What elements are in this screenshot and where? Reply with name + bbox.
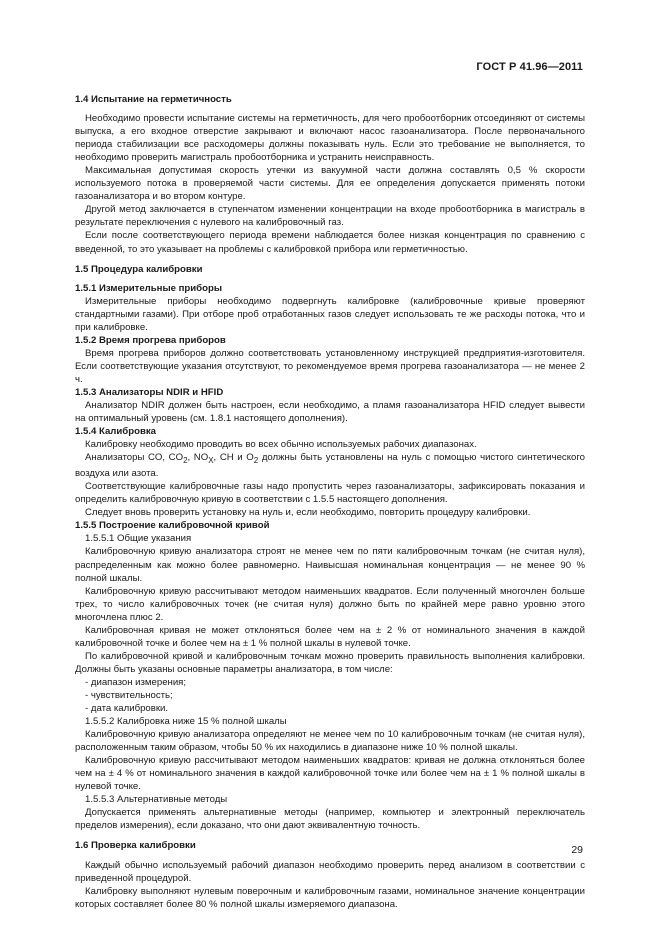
section-1-6-paragraph: Калибровку выполняют нулевым поверочным и калибровочным газами, номинальное значение концентрации которых составляет более 80 % полной шкалы измеряемого диапазона. xyxy=(75,885,585,910)
section-1-5-3-title: 1.5.3 Анализаторы NDIR и HFID xyxy=(75,386,224,398)
section-1-6-paragraph: Каждый обычно используемый рабочий диапазон необходимо проверить перед анализом в соответствии с приведенной процедурой. xyxy=(75,859,585,884)
section-1-5-4-paragraph: Следует вновь проверить установку на нуль и, если необходимо, повторить процедуру калибровки. xyxy=(85,507,531,519)
list-item: - чувствительность; xyxy=(85,689,173,701)
section-1-5-5-3-title: 1.5.5.3 Альтернативные методы xyxy=(85,794,228,806)
section-1-5-5-2-title: 1.5.5.2 Калибровка ниже 15 % полной шкалы xyxy=(85,716,287,728)
section-1-5-5-1-paragraph: Калибровочная кривая не может отклоняться более чем на ± 2 % от номинального значения в каждой калибровочной точке и более чем на ± 1 % полной шкалы в нулевой точке. xyxy=(75,624,585,649)
section-1-4-title: 1.4 Испытание на герметичность xyxy=(75,94,232,105)
section-1-5-4-paragraph: Соответствующие калибровочные газы надо пропустить через газоанализаторы, зафиксировать показания и определить калибровочную кривую в соответствии с 1.5.5 настоящего дополнения. xyxy=(75,481,585,506)
section-1-5-5-title: 1.5.5 Построение калибровочной кривой xyxy=(75,520,270,532)
section-1-5-5-1-paragraph: Калибровочную кривую анализатора строят не менее чем по пяти калибровочным точкам (не считая нуля), распределенным как можно более равномерно. Наивысшая номинальная концентрация — не менее 90 % полной шкалы. xyxy=(75,546,585,584)
section-1-4-paragraph: Необходимо провести испытание системы на герметичность, для чего пробоотборник отсоединяют от системы выпуска, а его входное отверстие закрывают и включают насос газоанализатора. После первоначального периода стабилизации все расходомеры должны показывать нуль. Если это требование не выполняется, то необходимо проверить магистраль пробоотборника и устранить неисправность. xyxy=(75,113,585,164)
list-item: - дата калибровки. xyxy=(85,703,169,715)
standard-id: ГОСТ Р 41.96—2011 xyxy=(476,61,583,73)
section-1-4-paragraph: Максимальная допустимая скорость утечки из вакуумной части должна составлять 0,5 % скорости используемого потока в проверяемой части системы. Для ее определения допускается применять потоки газоанализатора и во втором контуре. xyxy=(75,165,585,203)
section-1-5-5-1-paragraph: По калибровочной кривой и калибровочным точкам можно проверить правильность выполнения калибровки. Должны быть указаны основные параметры анализатора, в том числе: xyxy=(75,650,585,675)
section-1-6-title: 1.6 Проверка калибровки xyxy=(75,840,196,852)
section-1-4-paragraph: Другой метод заключается в ступенчатом изменении концентрации на входе пробоотборника в магистраль в результате переключения с нулевого на калибровочный газ. xyxy=(75,204,585,229)
section-1-5-2-title: 1.5.2 Время прогрева приборов xyxy=(75,334,226,346)
section-1-5-5-2-paragraph: Калибровочную кривую рассчитывают методом наименьших квадратов: кривая не должна отклоняться более чем на ± 4 % от номинального значения в каждой калибровочной точке или более чем на ± 1 % полной шкалы в нулевой точке. xyxy=(75,755,585,793)
section-1-5-3-paragraph: Анализатор NDIR должен быть настроен, если необходимо, а пламя газоанализатора HFID следует вывести на оптимальный уровень (см. 1.8.1 настоящего дополнения). xyxy=(75,400,585,425)
section-1-5-5-1-paragraph: Калибровочную кривую рассчитывают методом наименьших квадратов. Если полученный многочлен больше трех, то число калибровочных точек (не считая нуля) должно быть по крайней мере равно уровню этого многочлена плюс 2. xyxy=(75,585,585,623)
subscript: 2 xyxy=(183,456,188,466)
section-1-5-5-2-paragraph: Калибровочную кривую анализатора определяют не менее чем по 10 калибровочным точкам (не считая нуля), расположенным таким образом, чтобы 50 % их находились в диапазоне ниже 10 % полной шкалы. xyxy=(75,729,585,754)
section-1-5-title: 1.5 Процедура калибровки xyxy=(75,263,203,275)
document-body xyxy=(75,93,585,911)
section-1-5-2-paragraph: Время прогрева приборов должно соответствовать установленному инструкцией предприятия-изготовителя. Если соответствующие указания отсутствуют, то рекомендуемое время прогрева газоанализатора — не менее 2 ч. xyxy=(75,347,585,385)
text-run: должны быть установлены на нуль с помощью чистого синтетического воздуха или азота. xyxy=(75,452,585,480)
subscript: X xyxy=(208,456,214,466)
section-1-5-1-title: 1.5.1 Измерительные приборы xyxy=(75,282,223,294)
page-number: 29 xyxy=(571,844,583,856)
list-item: - диапазон измерения; xyxy=(85,676,187,688)
text-run: , NO xyxy=(187,452,209,464)
section-1-5-4-title: 1.5.4 Калибровка xyxy=(75,426,156,438)
section-1-5-5-1-title: 1.5.5.1 Общие указания xyxy=(85,533,192,545)
section-1-5-4-paragraph: Калибровку необходимо проводить во всех обычно используемых рабочих диапазонах. xyxy=(85,439,477,451)
text-run: , CH и O xyxy=(213,452,254,464)
subscript: 2 xyxy=(253,456,259,466)
section-1-5-4-analyzers-paragraph xyxy=(75,451,585,480)
section-1-5-1-paragraph: Измерительные приборы необходимо подвергнуть калибровке (калибровочные кривые проверяют стандартными газами). При отборе проб отработанных газов следует использовать те же расходы потока, что и при калибровке. xyxy=(75,295,585,333)
section-1-5-5-3-paragraph: Допускается применять альтернативные методы (например, компьютер и электронный переключатель пределов измерения), если доказано, что они дают эквивалентную точность. xyxy=(75,807,585,832)
section-1-4-paragraph: Если после соответствующего периода времени наблюдается более низкая концентрация по сравнению с введенной, то это указывает на проблемы с калибровкой прибора или герметичностью. xyxy=(75,230,585,255)
text-run: Анализаторы CO, CO xyxy=(85,452,184,464)
